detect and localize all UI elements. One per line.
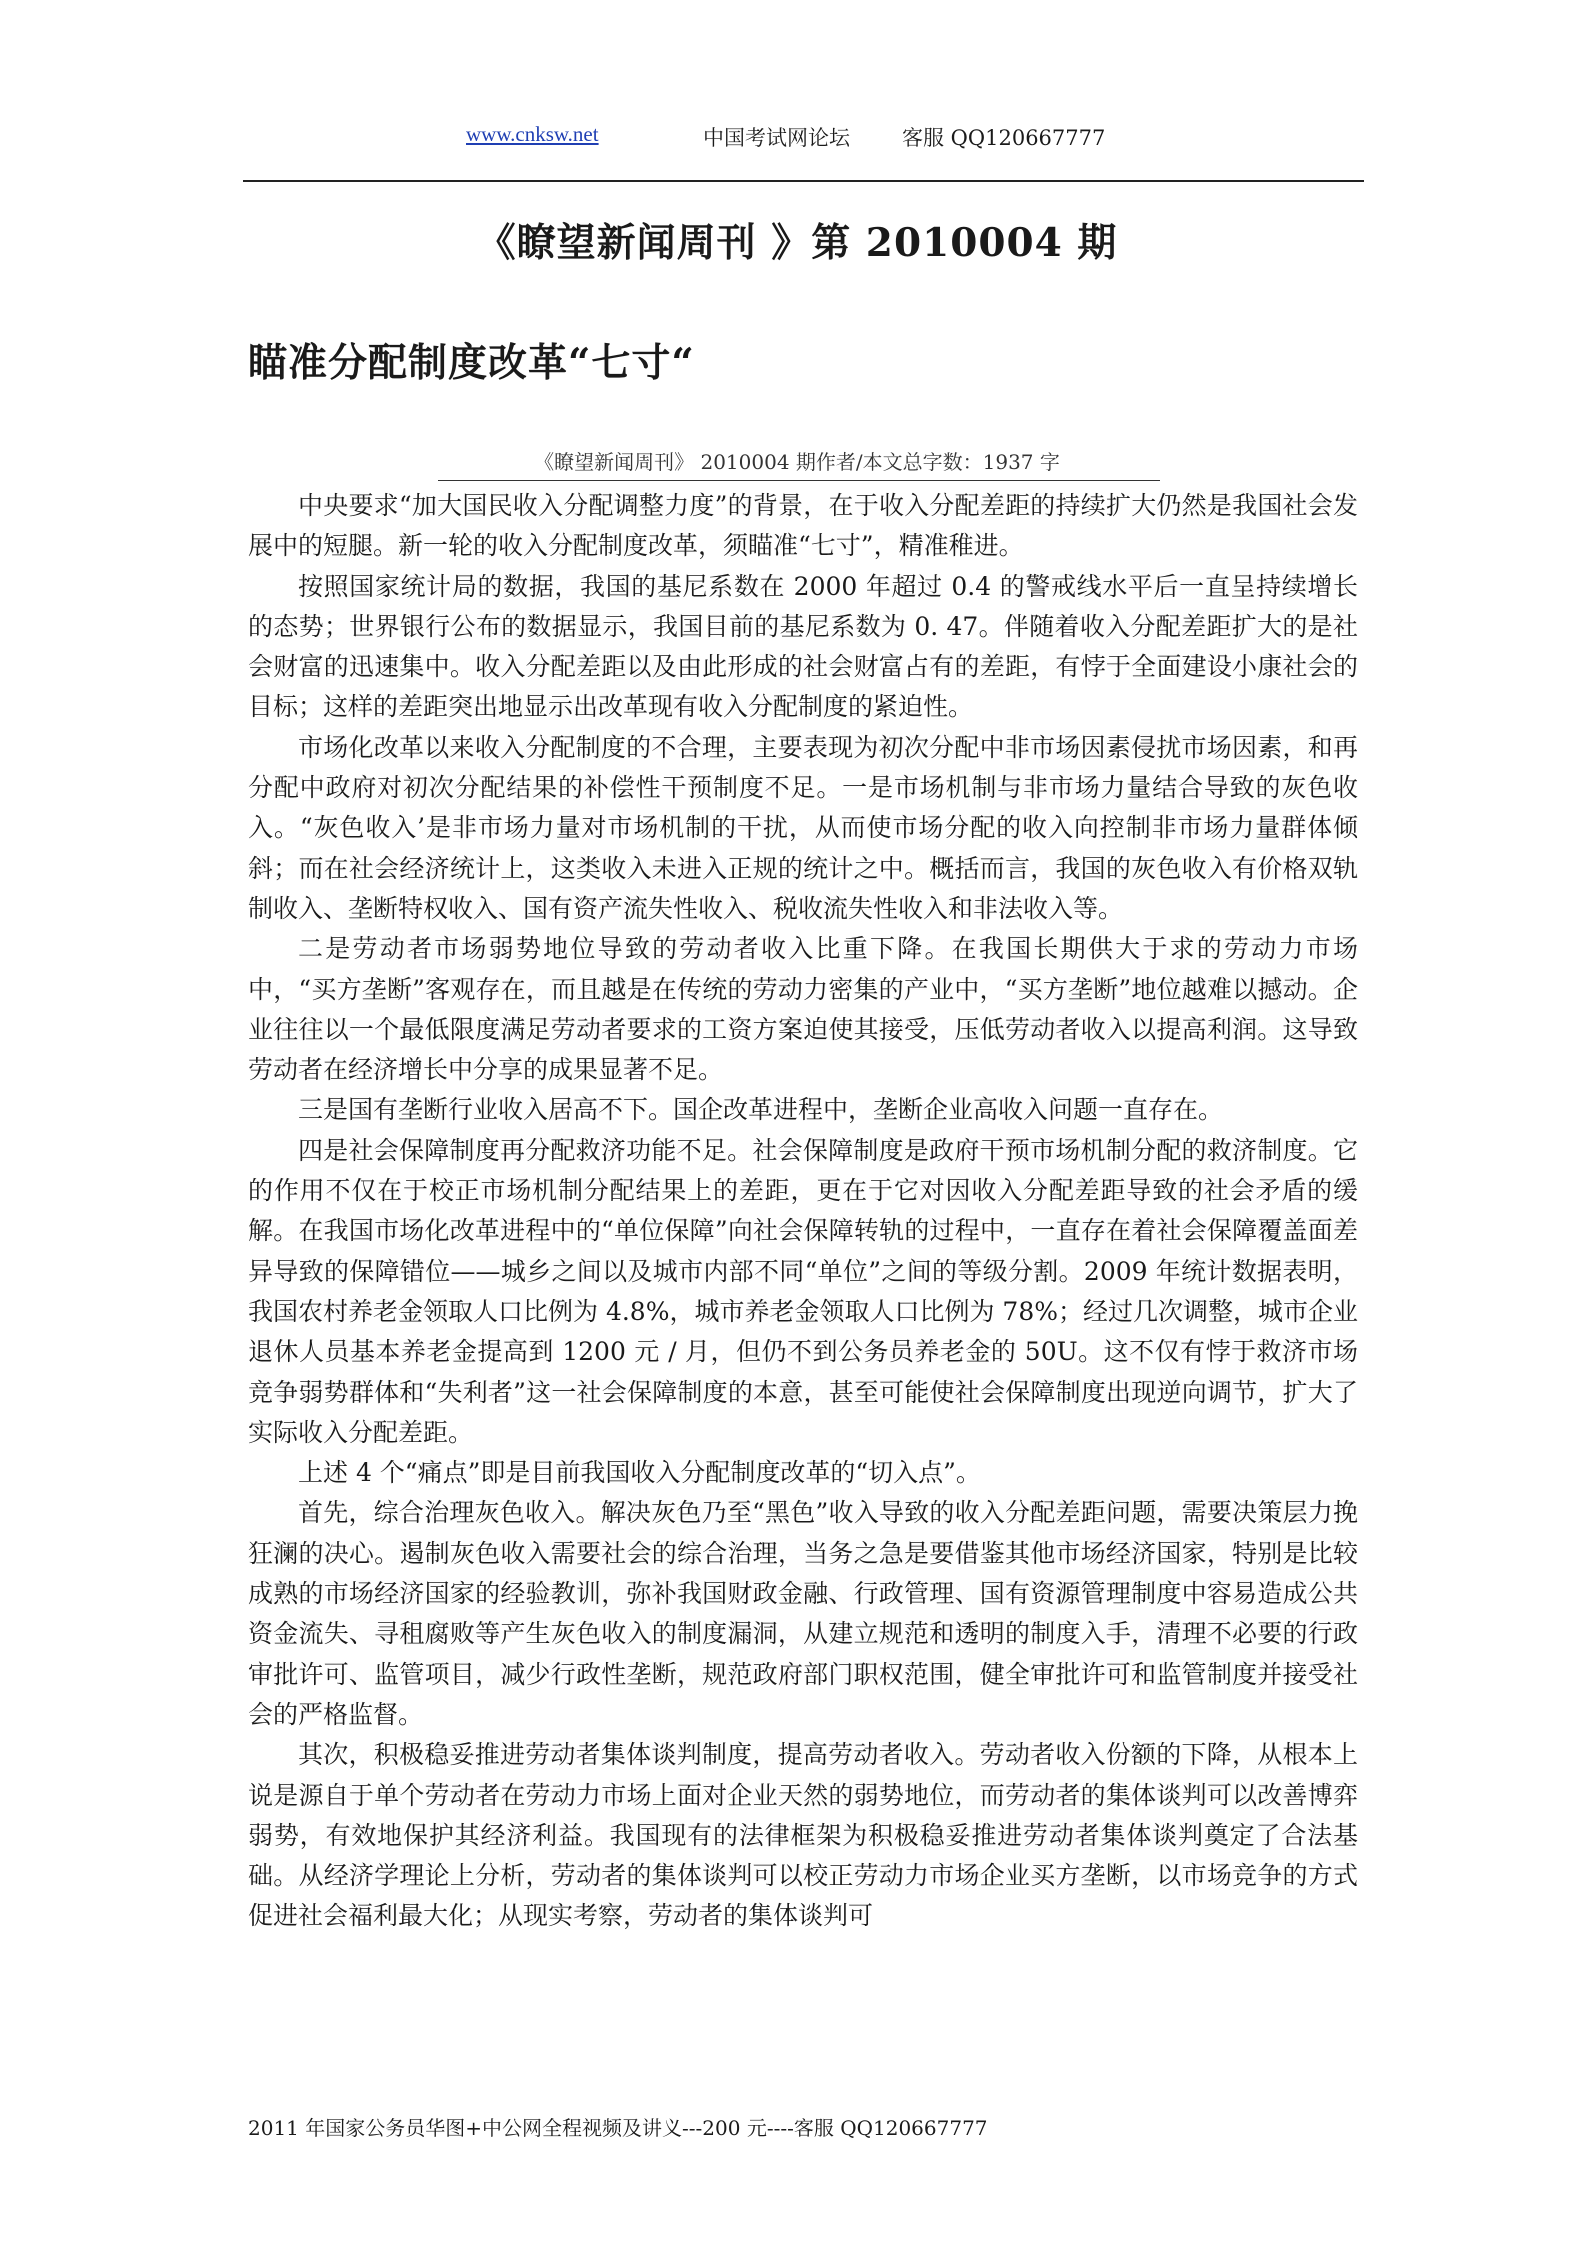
paragraph: 中央要求“加大国民收入分配调整力度”的背景，在于收入分配差距的持续扩大仍然是我国社会发展中的短腿。新一轮的收入分配制度改革，须瞄准“七寸”，精准稚进。 — [248, 491, 1358, 561]
forum-name: 中国考试网论坛 — [703, 126, 850, 150]
paragraph: 其次，积极稳妥推进劳动者集体谈判制度，提高劳动者收入。劳动者收入份额的下降，从根本上说是源自于单个劳动者在劳动力市场上面对企业天然的弱势地位，而劳动者的集体谈判可以改善博弈弱势，有效地保护其经济利益。我国现有的法律框架为积极稳妥推进劳动者集体谈判奠定了合法基础。从经济学理论上分析，劳动者的集体谈判可以校正劳动力市场企业买方垄断，以市场竞争的方式促进社会福利最大化；从现实考察，劳动者的集体谈判可 — [248, 1740, 1358, 1931]
byline: 《瞭望新闻周刊》 2010004 期作者/本文总字数：1937 字 — [534, 450, 1060, 474]
paragraph: 四是社会保障制度再分配救济功能不足。社会保障制度是政府干预市场机制分配的救济制度。它的作用不仅在于校正市场机制分配结果上的差距，更在于它对因收入分配差距导致的社会矛盾的缓解。在我国市场化改革进程中的“单位保障”向社会保障转轨的过程中，一直存在着社会保障覆盖面差异导致的保障错位——城乡之间以及城市内部不同“单位”之间的等级分割。2009 年统计数据表明，我国农村养老金领取人口比例为 4.8%，城市养老金领取人口比例为 78%；经过几次调整，城市企业退休人员基本养老金提高到 1200 元 / 月，但仍不到公务员养老金的 50U。这不仅有悖于救济市场竞争弱势群体和“失利者”这一社会保障制度的本意，甚至可能使社会保障制度出现逆向调节，扩大了实际收入分配差距。 — [248, 1135, 1358, 1447]
paragraph: 三是国有垄断行业收入居高不下。国企改革进程中，垄断企业高收入问题一直存在。 — [298, 1095, 1224, 1125]
article-title: 瞄准分配制度改革“七寸“ — [248, 340, 695, 386]
byline-divider — [438, 480, 1160, 481]
page-footer: 2011 年国家公务员华图+中公网全程视频及讲义---200 元----客服 QQ120667777 — [248, 2116, 988, 2140]
paragraph: 上述 4 个“痛点”即是目前我国收入分配制度改革的“切入点”。 — [298, 1458, 981, 1488]
site-link[interactable]: www.cnksw.net — [466, 122, 599, 146]
issue-title: 《瞭望新闻周刊 》第 2010004 期 — [476, 220, 1118, 266]
article-body — [248, 486, 1358, 1937]
page-header — [0, 122, 1594, 158]
paragraph: 市场化改革以来收入分配制度的不合理，主要表现为初次分配中非市场因素侵扰市场因素，和再分配中政府对初次分配结果的补偿性干预制度不足。一是市场机制与非市场力量结合导致的灰色收入。“灰色收入’是非市场力量对市场机制的干扰，从而使市场分配的收入向控制非市场力量群体倾斜；而在社会经济统计上，这类收入未进入正规的统计之中。概括而言，我国的灰色收入有价格双轨制收入、垄断特权收入、国有资产流失性收入、税收流失性收入和非法收入等。 — [248, 732, 1358, 923]
customer-service: 客服 QQ120667777 — [902, 126, 1106, 150]
paragraph: 按照国家统计局的数据，我国的基尼系数在 2000 年超过 0.4 的警戒线水平后一直呈持续增长的态势；世界银行公布的数据显示，我国目前的基尼系数为 0. 47。伴随着收入分配差距扩大的是社会财富的迅速集中。收入分配差距以及由此形成的社会财富占有的差距，有悖于全面建设小康社会的目标；这样的差距突出地显示出改革现有收入分配制度的紧迫性。 — [248, 571, 1358, 722]
header-divider — [243, 180, 1364, 182]
paragraph: 二是劳动者市场弱势地位导致的劳动者收入比重下降。在我国长期供大于求的劳动力市场中，“买方垄断”客观存在，而且越是在传统的劳动力密集的产业中，“买方垄断”地位越难以撼动。企业往往以一个最低限度满足劳动者要求的工资方案迫使其接受，压低劳动者收入以提高利润。这导致劳动者在经济增长中分享的成果显著不足。 — [248, 934, 1358, 1085]
paragraph: 首先，综合治理灰色收入。解决灰色乃至“黑色”收入导致的收入分配差距问题，需要决策层力挽狂澜的决心。遏制灰色收入需要社会的综合治理，当务之急是要借鉴其他市场经济国家，特别是比较成熟的市场经济国家的经验教训，弥补我国财政金融、行政管理、国有资源管理制度中容易造成公共资金流失、寻租腐败等产生灰色收入的制度漏洞，从建立规范和透明的制度入手，清理不必要的行政审批许可、监管项目，减少行政性垄断，规范政府部门职权范围，健全审批许可和监管制度并接受社会的严格监督。 — [248, 1498, 1358, 1729]
